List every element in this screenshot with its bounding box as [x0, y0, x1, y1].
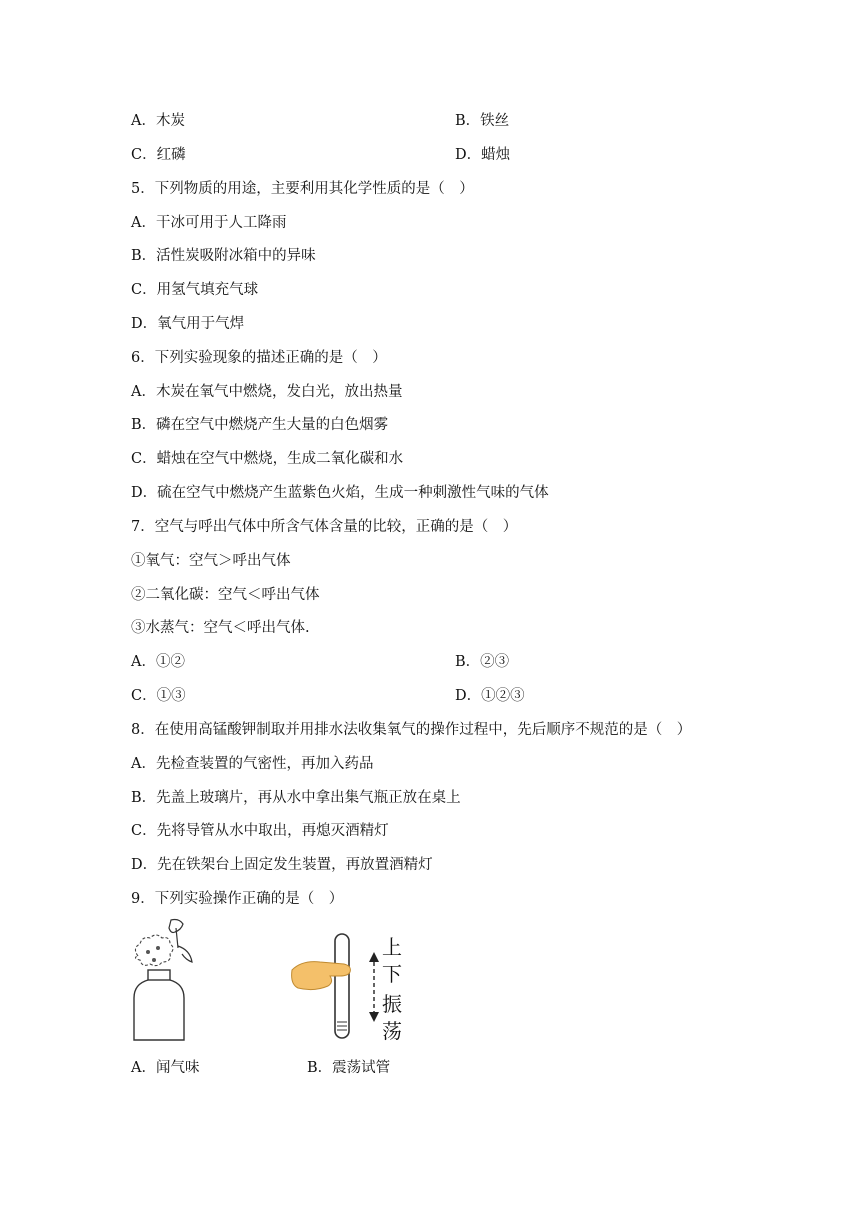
q7-option-d: D．①②③	[455, 688, 525, 704]
q5-option-d: D．氧气用于气焊	[131, 316, 245, 332]
q8-option-c: C．先将导管从水中取出，再熄灭酒精灯	[131, 823, 389, 839]
q6-option-d: D．硫在空气中燃烧产生蓝紫色火焰，生成一种刺激性气味的气体	[131, 485, 549, 501]
q7-statement-1: ①氧气：空气＞呼出气体	[131, 553, 291, 569]
smell-gas-illustration	[126, 916, 206, 1046]
q7-option-a: A．①②	[131, 654, 185, 670]
shake-label-char-2: 下	[382, 962, 402, 986]
shake-label-char-1: 上	[382, 935, 402, 959]
q7-option-c: C．①③	[131, 688, 186, 704]
q7-stem: 7．空气与呼出气体中所含气体含量的比较，正确的是（ ）	[131, 519, 518, 535]
q4-option-a: A．木炭	[131, 113, 185, 129]
q4-option-d: D．蜡烛	[455, 147, 511, 163]
q5-option-b: B．活性炭吸附冰箱中的异味	[131, 248, 316, 264]
q8-stem: 8．在使用高锰酸钾制取并用排水法收集氧气的操作过程中，先后顺序不规范的是（ ）	[131, 722, 692, 738]
q4-option-b: B．铁丝	[455, 113, 510, 129]
q9-stem: 9．下列实验操作正确的是（ ）	[131, 891, 344, 907]
q7-statement-2: ②二氧化碳：空气＜呼出气体	[131, 587, 320, 603]
q8-option-a: A．先检查装置的气密性，再加入药品	[131, 756, 374, 772]
q5-option-c: C．用氢气填充气球	[131, 282, 259, 298]
q5-option-a: A．干冰可用于人工降雨	[131, 215, 287, 231]
q5-stem: 5．下列物质的用途，主要利用其化学性质的是（ ）	[131, 181, 474, 197]
shake-label-char-3: 振	[382, 992, 402, 1016]
q7-option-b: B．②③	[455, 654, 510, 670]
q6-option-c: C．蜡烛在空气中燃烧，生成二氧化碳和水	[131, 451, 404, 467]
q6-option-b: B．磷在空气中燃烧产生大量的白色烟雾	[131, 417, 389, 433]
q8-option-b: B．先盖上玻璃片，再从水中拿出集气瓶正放在桌上	[131, 790, 461, 806]
shake-label-char-4: 荡	[382, 1019, 402, 1043]
q9-option-b-caption: B．震荡试管	[307, 1060, 391, 1076]
q8-option-d: D．先在铁架台上固定发生装置，再放置酒精灯	[131, 857, 433, 873]
q6-stem: 6．下列实验现象的描述正确的是（ ）	[131, 350, 387, 366]
q9-option-a-caption: A．闻气味	[131, 1060, 200, 1076]
q6-option-a: A．木炭在氧气中燃烧，发白光，放出热量	[131, 384, 403, 400]
q7-statement-3: ③水蒸气：空气＜呼出气体.	[131, 620, 310, 636]
q4-option-c: C．红磷	[131, 147, 186, 163]
